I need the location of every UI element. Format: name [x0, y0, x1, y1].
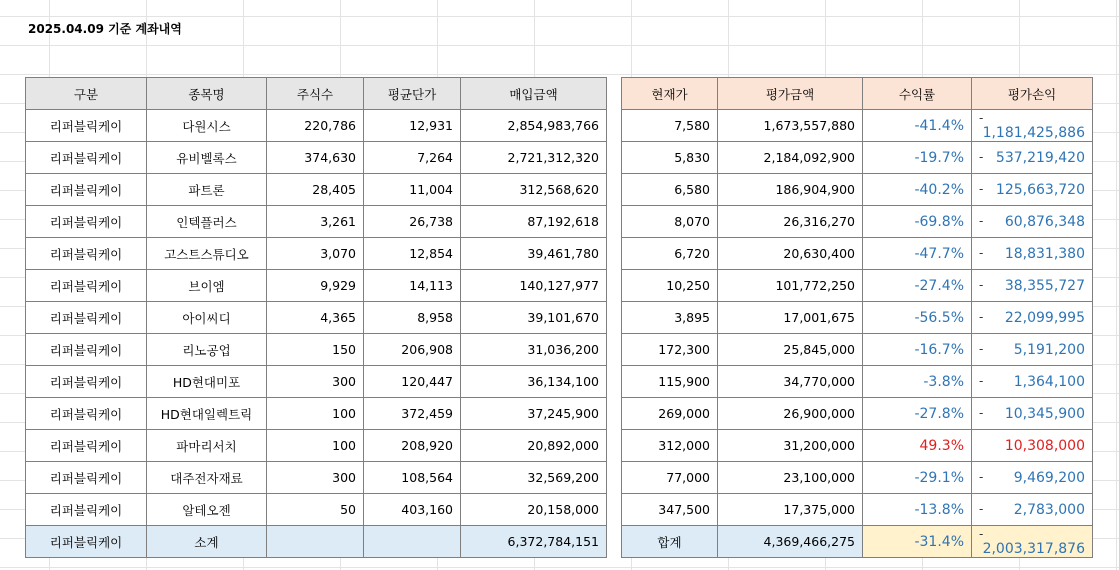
cell-stock-name[interactable]: 대주전자재료 [147, 462, 267, 494]
cell-shares[interactable]: 9,929 [267, 270, 364, 302]
cell-rate[interactable]: -27.8% [863, 398, 972, 430]
cell-valuation[interactable]: 186,904,900 [718, 174, 863, 206]
pl-sign: - [979, 149, 984, 164]
pl-sign: - [979, 213, 984, 228]
cell-valuation[interactable]: 2,184,092,900 [718, 142, 863, 174]
cell-shares[interactable]: 4,365 [267, 302, 364, 334]
cell-avg-price[interactable]: 403,160 [364, 494, 461, 526]
cell-purchase[interactable]: 20,158,000 [461, 494, 607, 526]
column-gap [607, 238, 622, 270]
pl-sign: - [979, 341, 984, 356]
cell-category[interactable]: 리퍼블릭케이 [26, 398, 147, 430]
cell-current-price[interactable]: 115,900 [622, 366, 718, 398]
cell-purchase[interactable]: 39,461,780 [461, 238, 607, 270]
cell-pl[interactable] [972, 110, 1093, 142]
cell-current-price[interactable]: 3,895 [622, 302, 718, 334]
cell-stock-name[interactable]: HD현대미포 [147, 366, 267, 398]
table-row [26, 206, 1093, 238]
cell-avg-price[interactable]: 372,459 [364, 398, 461, 430]
cell-purchase[interactable]: 2,721,312,320 [461, 142, 607, 174]
cell-pl[interactable] [972, 398, 1093, 430]
cell-shares[interactable]: 3,261 [267, 206, 364, 238]
cell-purchase[interactable]: 2,854,983,766 [461, 110, 607, 142]
cell-pl[interactable] [972, 334, 1093, 366]
cell-stock-name[interactable]: 알테오젠 [147, 494, 267, 526]
cell-rate[interactable]: -3.8% [863, 366, 972, 398]
pl-amount: 125,663,720 [995, 181, 1085, 198]
cell-pl[interactable] [972, 462, 1093, 494]
cell-shares[interactable]: 3,070 [267, 238, 364, 270]
cell-rate[interactable]: -27.4% [863, 270, 972, 302]
cell-current-price[interactable]: 77,000 [622, 462, 718, 494]
summary-category[interactable]: 리퍼블릭케이 [26, 526, 147, 558]
cell-category[interactable]: 리퍼블릭케이 [26, 494, 147, 526]
cell-valuation[interactable]: 20,630,400 [718, 238, 863, 270]
cell-pl[interactable] [972, 174, 1093, 206]
summary-pl-cell[interactable] [972, 526, 1093, 558]
cell-shares[interactable]: 300 [267, 366, 364, 398]
sheet-title: 2025.04.09 기준 계좌내역 [28, 22, 182, 36]
cell-valuation[interactable]: 1,673,557,880 [718, 110, 863, 142]
table-row [26, 398, 1093, 430]
pl-sign: - [979, 501, 984, 516]
table-row [26, 270, 1093, 302]
cell-shares[interactable]: 300 [267, 462, 364, 494]
cell-avg-price[interactable]: 26,738 [364, 206, 461, 238]
pl-sign: - [979, 373, 984, 388]
table-row [26, 462, 1093, 494]
cell-current-price[interactable]: 172,300 [622, 334, 718, 366]
column-gap [607, 206, 622, 238]
pl-amount: 60,876,348 [1004, 213, 1085, 230]
pl-amount: 1,364,100 [1013, 373, 1085, 390]
cell-avg-price[interactable]: 208,920 [364, 430, 461, 462]
cell-pl[interactable] [972, 206, 1093, 238]
cell-stock-name[interactable]: 유비벨록스 [147, 142, 267, 174]
cell-rate[interactable]: -40.2% [863, 174, 972, 206]
summary-total-label[interactable]: 합계 [622, 526, 718, 558]
cell-avg-price[interactable]: 206,908 [364, 334, 461, 366]
cell-category[interactable]: 리퍼블릭케이 [26, 462, 147, 494]
cell-current-price[interactable]: 6,720 [622, 238, 718, 270]
cell-stock-name[interactable]: 파트론 [147, 174, 267, 206]
cell-category[interactable]: 리퍼블릭케이 [26, 174, 147, 206]
header-name: 종목명 [147, 78, 267, 110]
summary-pl: 2,003,317,876 [982, 540, 1085, 557]
column-gap [607, 302, 622, 334]
column-gap [607, 142, 622, 174]
header-category: 구분 [26, 78, 147, 110]
cell-purchase[interactable]: 32,569,200 [461, 462, 607, 494]
cell-category[interactable]: 리퍼블릭케이 [26, 238, 147, 270]
cell-valuation[interactable]: 25,845,000 [718, 334, 863, 366]
cell-rate[interactable]: -69.8% [863, 206, 972, 238]
header-row [26, 78, 1093, 110]
cell-avg-price[interactable]: 12,931 [364, 110, 461, 142]
table-row [26, 302, 1093, 334]
cell-avg-price[interactable]: 108,564 [364, 462, 461, 494]
cell-stock-name[interactable]: 파마리서치 [147, 430, 267, 462]
pl-amount: 537,219,420 [995, 149, 1085, 166]
summary-avg-price-cell[interactable] [364, 526, 461, 558]
cell-purchase[interactable]: 20,892,000 [461, 430, 607, 462]
cell-current-price[interactable]: 269,000 [622, 398, 718, 430]
cell-shares[interactable]: 220,786 [267, 110, 364, 142]
pl-sign: - [979, 245, 984, 260]
column-gap [607, 174, 622, 206]
pl-sign: - [979, 110, 984, 125]
pl-sign: - [979, 405, 984, 420]
cell-avg-price[interactable]: 120,447 [364, 366, 461, 398]
cell-shares[interactable]: 28,405 [267, 174, 364, 206]
pl-amount: 10,308,000 [1004, 437, 1085, 454]
cell-rate[interactable]: -13.8% [863, 494, 972, 526]
cell-stock-name[interactable]: 리노공업 [147, 334, 267, 366]
header-current-price: 현재가 [622, 78, 718, 110]
cell-stock-name[interactable]: 브이엠 [147, 270, 267, 302]
column-gap [607, 398, 622, 430]
cell-rate[interactable]: -56.5% [863, 302, 972, 334]
cell-stock-name[interactable]: 아이씨디 [147, 302, 267, 334]
cell-stock-name[interactable]: 다원시스 [147, 110, 267, 142]
summary-row [26, 526, 1093, 558]
column-gap [607, 462, 622, 494]
table-row [26, 110, 1093, 142]
header-pl: 평가손익 [972, 78, 1093, 110]
cell-avg-price[interactable]: 11,004 [364, 174, 461, 206]
cell-stock-name[interactable]: HD현대일렉트릭 [147, 398, 267, 430]
cell-category[interactable]: 리퍼블릭케이 [26, 302, 147, 334]
account-table [25, 77, 1093, 558]
summary-shares-cell[interactable] [267, 526, 364, 558]
cell-pl[interactable] [972, 430, 1093, 462]
cell-purchase[interactable]: 36,134,100 [461, 366, 607, 398]
cell-avg-price[interactable]: 7,264 [364, 142, 461, 174]
cell-current-price[interactable]: 8,070 [622, 206, 718, 238]
cell-category[interactable]: 리퍼블릭케이 [26, 142, 147, 174]
table-row [26, 334, 1093, 366]
cell-shares[interactable]: 50 [267, 494, 364, 526]
header-avg-price: 평균단가 [364, 78, 461, 110]
cell-pl[interactable] [972, 238, 1093, 270]
table-row [26, 430, 1093, 462]
cell-rate[interactable]: -19.7% [863, 142, 972, 174]
column-gap [607, 526, 622, 558]
cell-category[interactable]: 리퍼블릭케이 [26, 366, 147, 398]
pl-amount: 1,181,425,886 [982, 124, 1085, 141]
cell-shares[interactable]: 100 [267, 398, 364, 430]
cell-valuation[interactable]: 17,375,000 [718, 494, 863, 526]
cell-purchase[interactable]: 31,036,200 [461, 334, 607, 366]
cell-shares[interactable]: 150 [267, 334, 364, 366]
table-row [26, 174, 1093, 206]
cell-rate[interactable]: -47.7% [863, 238, 972, 270]
cell-rate[interactable]: -29.1% [863, 462, 972, 494]
pl-amount: 5,191,200 [1013, 341, 1085, 358]
cell-stock-name[interactable]: 고스트스튜디오 [147, 238, 267, 270]
cell-pl[interactable] [972, 302, 1093, 334]
cell-shares[interactable]: 374,630 [267, 142, 364, 174]
pl-amount: 38,355,727 [1004, 277, 1085, 294]
column-gap [607, 110, 622, 142]
cell-valuation[interactable]: 17,001,675 [718, 302, 863, 334]
summary-rate[interactable]: -31.4% [863, 526, 972, 558]
column-gap [607, 430, 622, 462]
cell-current-price[interactable]: 347,500 [622, 494, 718, 526]
cell-rate[interactable]: -41.4% [863, 110, 972, 142]
cell-current-price[interactable]: 6,580 [622, 174, 718, 206]
pl-amount: 10,345,900 [1004, 405, 1085, 422]
cell-current-price[interactable]: 5,830 [622, 142, 718, 174]
cell-valuation[interactable]: 34,770,000 [718, 366, 863, 398]
pl-amount: 18,831,380 [1004, 245, 1085, 262]
cell-purchase[interactable]: 140,127,977 [461, 270, 607, 302]
summary-purchase[interactable]: 6,372,784,151 [461, 526, 607, 558]
cell-valuation[interactable]: 31,200,000 [718, 430, 863, 462]
cell-avg-price[interactable]: 14,113 [364, 270, 461, 302]
column-gap [607, 366, 622, 398]
cell-purchase[interactable]: 87,192,618 [461, 206, 607, 238]
table-row [26, 142, 1093, 174]
pl-amount: 2,783,000 [1013, 501, 1085, 518]
header-purchase: 매입금액 [461, 78, 607, 110]
cell-current-price[interactable]: 7,580 [622, 110, 718, 142]
header-shares: 주식수 [267, 78, 364, 110]
cell-valuation[interactable]: 26,316,270 [718, 206, 863, 238]
column-gap [607, 270, 622, 302]
cell-category[interactable]: 리퍼블릭케이 [26, 334, 147, 366]
cell-purchase[interactable]: 37,245,900 [461, 398, 607, 430]
cell-rate[interactable]: 49.3% [863, 430, 972, 462]
pl-sign: - [979, 309, 984, 324]
summary-valuation[interactable]: 4,369,466,275 [718, 526, 863, 558]
cell-valuation[interactable]: 101,772,250 [718, 270, 863, 302]
cell-avg-price[interactable]: 12,854 [364, 238, 461, 270]
cell-category[interactable]: 리퍼블릭케이 [26, 206, 147, 238]
pl-sign: - [979, 181, 984, 196]
cell-pl[interactable] [972, 142, 1093, 174]
header-valuation: 평가금액 [718, 78, 863, 110]
cell-pl[interactable] [972, 494, 1093, 526]
pl-amount: 9,469,200 [1013, 469, 1085, 486]
pl-amount: 22,099,995 [1004, 309, 1085, 326]
cell-pl[interactable] [972, 366, 1093, 398]
header-rate: 수익률 [863, 78, 972, 110]
cell-shares[interactable]: 100 [267, 430, 364, 462]
cell-pl[interactable] [972, 270, 1093, 302]
cell-avg-price[interactable]: 8,958 [364, 302, 461, 334]
cell-rate[interactable]: -16.7% [863, 334, 972, 366]
cell-valuation[interactable]: 26,900,000 [718, 398, 863, 430]
table-row [26, 366, 1093, 398]
pl-sign: - [979, 277, 984, 292]
cell-current-price[interactable]: 10,250 [622, 270, 718, 302]
column-gap [607, 78, 622, 110]
column-gap [607, 334, 622, 366]
table-row [26, 494, 1093, 526]
cell-category[interactable]: 리퍼블릭케이 [26, 270, 147, 302]
pl-sign: - [979, 469, 984, 484]
cell-purchase[interactable]: 39,101,670 [461, 302, 607, 334]
cell-purchase[interactable]: 312,568,620 [461, 174, 607, 206]
summary-label[interactable]: 소계 [147, 526, 267, 558]
summary-pl-sign: - [979, 526, 984, 541]
cell-category[interactable]: 리퍼블릭케이 [26, 110, 147, 142]
cell-valuation[interactable]: 23,100,000 [718, 462, 863, 494]
column-gap [607, 494, 622, 526]
cell-current-price[interactable]: 312,000 [622, 430, 718, 462]
cell-category[interactable]: 리퍼블릭케이 [26, 430, 147, 462]
table-row [26, 238, 1093, 270]
cell-stock-name[interactable]: 인텍플러스 [147, 206, 267, 238]
